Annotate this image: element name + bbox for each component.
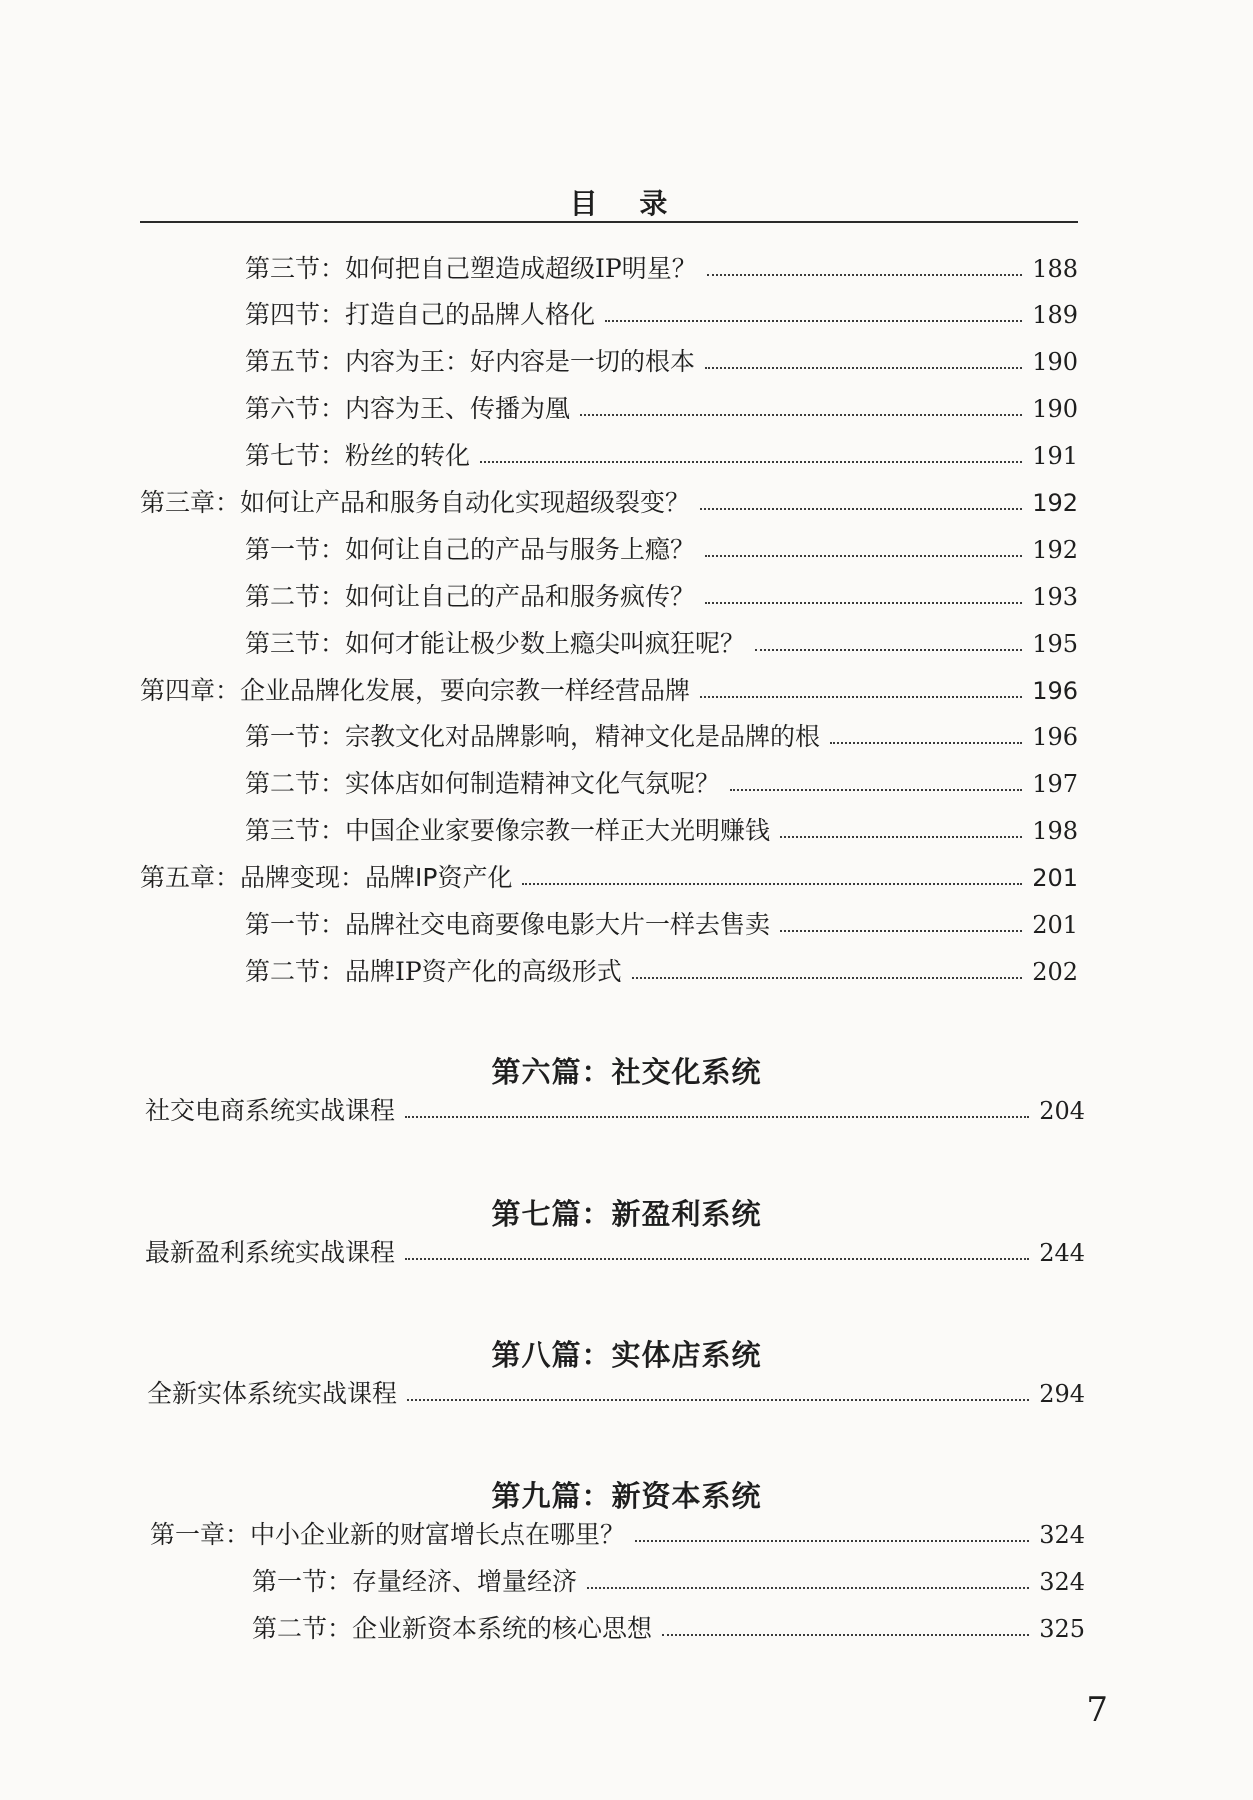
dot-leader	[705, 366, 1022, 369]
toc-section-row	[245, 720, 1078, 754]
toc-entry-title: 第二节：如何让自己的产品和服务疯传？	[245, 582, 696, 611]
dot-leader	[755, 648, 1022, 651]
dot-leader	[780, 929, 1022, 932]
toc-page-number: 195	[1032, 630, 1078, 658]
toc-section-row	[252, 1612, 1085, 1646]
toc-section-row	[245, 955, 1078, 989]
toc-entry-title: 第三节：如何把自己塑造成超级IP明星？	[245, 254, 697, 283]
part-heading: 第九篇：新资本系统	[491, 1479, 762, 1513]
toc-page-number: 192	[1032, 536, 1078, 564]
toc-page-number: 202	[1032, 958, 1078, 986]
toc-entry-title: 第一节：如何让自己的产品与服务上瘾？	[245, 535, 696, 564]
toc-page-number: 201	[1032, 911, 1078, 939]
dot-leader	[730, 788, 1022, 791]
toc-page-number: 196	[1032, 677, 1078, 705]
toc-entry-title: 全新实体系统实战课程	[147, 1379, 398, 1408]
toc-entry-title: 第一章：中小企业新的财富增长点在哪里？	[150, 1520, 626, 1549]
toc-entry-title: 第一节：宗教文化对品牌影响，精神文化是品牌的根	[245, 722, 821, 751]
toc-entry-title: 第四节：打造自己的品牌人格化	[245, 300, 596, 329]
dot-leader	[580, 413, 1022, 416]
part-heading: 第八篇：实体店系统	[491, 1338, 762, 1372]
toc-entry-title: 第三节：如何才能让极少数上瘾尖叫疯狂呢？	[245, 629, 746, 658]
toc-entry-title: 第六节：内容为王、传播为凰	[245, 394, 571, 423]
toc-course-row	[147, 1377, 1085, 1411]
toc-entry-title: 第五章：品牌变现：品牌IP资产化	[140, 863, 513, 892]
dot-leader	[405, 1115, 1029, 1118]
toc-entry-title: 第一节：存量经济、增量经济	[252, 1567, 578, 1596]
toc-section-row	[245, 439, 1078, 473]
toc-section-row	[245, 533, 1078, 567]
toc-entry-title: 最新盈利系统实战课程	[145, 1238, 396, 1267]
toc-entry-title: 第二节：品牌IP资产化的高级形式	[245, 957, 622, 986]
toc-section-row	[245, 580, 1078, 614]
page-number: 7	[1086, 1690, 1108, 1730]
toc-page-number: 196	[1032, 723, 1078, 751]
toc-section-row	[252, 1565, 1085, 1599]
dot-leader	[480, 460, 1022, 463]
toc-entry-title: 社交电商系统实战课程	[145, 1096, 396, 1125]
toc-section-row	[245, 627, 1078, 661]
dot-leader	[662, 1633, 1029, 1636]
toc-section-row	[245, 345, 1078, 379]
toc-page-number: 188	[1032, 255, 1078, 283]
toc-entry-title: 第三节：中国企业家要像宗教一样正大光明赚钱	[245, 816, 771, 845]
toc-page-number: 324	[1039, 1568, 1085, 1596]
toc-page-number: 197	[1032, 770, 1078, 798]
toc-section-row	[245, 814, 1078, 848]
toc-section-row	[245, 252, 1078, 286]
toc-page-number: 190	[1032, 395, 1078, 423]
dot-leader	[705, 601, 1022, 604]
dot-leader	[605, 319, 1022, 322]
toc-page-number: 325	[1039, 1615, 1085, 1643]
toc-chapter-row	[140, 861, 1078, 895]
toc-entry-title: 第一节：品牌社交电商要像电影大片一样去售卖	[245, 910, 771, 939]
dot-leader	[632, 976, 1022, 979]
toc-course-row	[150, 1518, 1085, 1552]
dot-leader	[780, 835, 1022, 838]
toc-page-number: 192	[1032, 489, 1078, 517]
dot-leader	[407, 1398, 1029, 1401]
toc-entry-title: 第七节：粉丝的转化	[245, 441, 471, 470]
dot-leader	[700, 695, 1022, 698]
dot-leader	[707, 273, 1022, 276]
toc-entry-title: 第二节：实体店如何制造精神文化气氛呢？	[245, 769, 721, 798]
toc-chapter-row	[140, 486, 1078, 520]
toc-section-row	[245, 908, 1078, 942]
toc-page-number: 198	[1032, 817, 1078, 845]
toc-section-row	[245, 767, 1078, 801]
toc-entry-title: 第四章：企业品牌化发展，要向宗教一样经营品牌	[140, 676, 691, 705]
toc-page-number: 244	[1039, 1239, 1085, 1267]
toc-course-row	[145, 1094, 1085, 1128]
dot-leader	[405, 1257, 1029, 1260]
toc-course-row	[145, 1236, 1085, 1270]
toc-page-number: 294	[1039, 1380, 1085, 1408]
toc-page-number: 191	[1032, 442, 1078, 470]
toc-page-number: 204	[1039, 1097, 1085, 1125]
part-heading: 第六篇：社交化系统	[491, 1055, 762, 1089]
toc-page-number: 324	[1039, 1521, 1085, 1549]
toc-chapter-row	[140, 674, 1078, 708]
toc-entry-title: 第五节：内容为王：好内容是一切的根本	[245, 347, 696, 376]
toc-page-number: 193	[1032, 583, 1078, 611]
toc-section-row	[245, 298, 1078, 332]
toc-section-row	[245, 392, 1078, 426]
page-header-title: 目 录	[569, 187, 684, 220]
dot-leader	[705, 554, 1022, 557]
toc-entry-title: 第三章：如何让产品和服务自动化实现超级裂变？	[140, 488, 691, 517]
toc-page-number: 189	[1032, 301, 1078, 329]
toc-page-number: 190	[1032, 348, 1078, 376]
toc-entry-title: 第二节：企业新资本系统的核心思想	[252, 1614, 653, 1643]
part-heading: 第七篇：新盈利系统	[491, 1197, 762, 1231]
toc-page-number: 201	[1032, 864, 1078, 892]
dot-leader	[635, 1539, 1029, 1542]
dot-leader	[522, 882, 1022, 885]
dot-leader	[830, 741, 1022, 744]
dot-leader	[587, 1586, 1029, 1589]
dot-leader	[700, 507, 1022, 510]
